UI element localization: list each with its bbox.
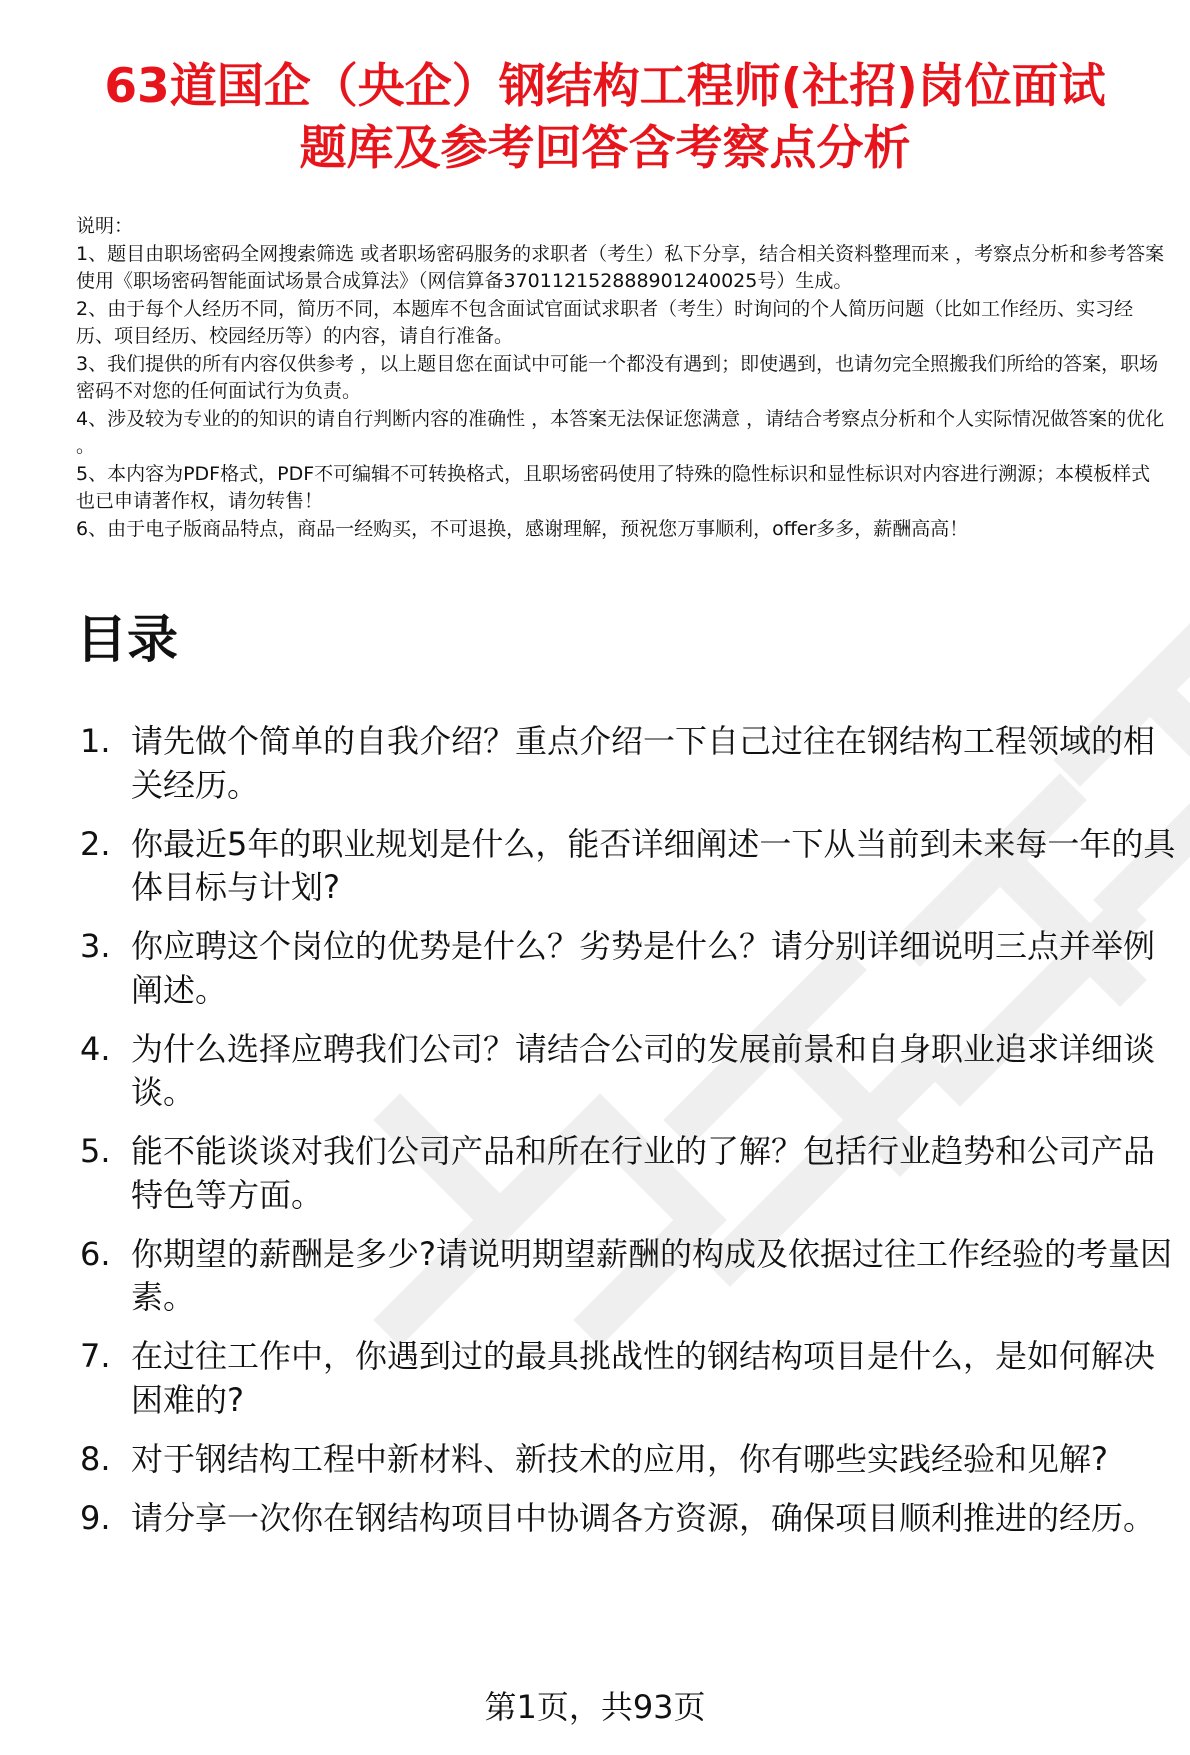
note-item: 6、由于电子版商品特点，商品一经购买，不可退换，感谢理解，预祝您万事顺利，offer多多，薪酬高高！	[76, 517, 969, 540]
note-item: 1、题目由职场密码全网搜索筛选 或者职场密码服务的求职者（考生）私下分享，结合相关资料整理而来 ，考察点分析和参考答案使用《职场密码智能面试场景合成算法》（网信算备370112152888901240025号）生成。	[76, 242, 1165, 292]
page-footer: 第1页，共93页	[484, 1688, 706, 1726]
toc-item[interactable]	[76, 1438, 1176, 1482]
toc-item-text: 为什么选择应聘我们公司？请结合公司的发展前景和自身职业追求详细谈谈。	[131, 1029, 1156, 1111]
toc-item[interactable]	[76, 823, 1176, 910]
document-title	[40, 56, 1170, 180]
toc-item-text: 你期望的薪酬是多少?请说明期望薪酬的构成及依据过往工作经验的考量因素。	[131, 1234, 1172, 1316]
toc-item-text: 请先做个简单的自我介绍？重点介绍一下自己过往在钢结构工程领域的相关经历。	[131, 722, 1156, 804]
toc-heading: 目录	[76, 611, 179, 670]
toc-item-number: 7.	[80, 1337, 111, 1375]
toc-item[interactable]	[76, 925, 1176, 1012]
toc-item[interactable]	[76, 1497, 1176, 1541]
disclaimer-notes	[76, 213, 1166, 543]
title-line-2: 题库及参考回答含考察点分析	[299, 121, 911, 176]
toc-item[interactable]	[76, 1335, 1176, 1422]
note-item: 5、本内容为PDF格式，PDF不可编辑不可转换格式，且职场密码使用了特殊的隐性标识和显性标识对内容进行溯源；本模板样式也已申请著作权，请勿转售！	[76, 462, 1151, 512]
note-item: 2、由于每个人经历不同，简历不同，本题库不包含面试官面试求职者（考生）时询问的个人简历问题（比如工作经历、实习经历、项目经历、校园经历等）的内容，请自行准备。	[76, 297, 1134, 347]
toc-item-number: 2.	[80, 824, 111, 863]
toc-item[interactable]	[76, 1028, 1176, 1115]
toc-item[interactable]	[76, 1130, 1176, 1217]
toc-item-text: 请分享一次你在钢结构项目中协调各方资源，确保项目顺利推进的经历。	[131, 1498, 1156, 1537]
note-item: 3、我们提供的所有内容仅供参考 ，以上题目您在面试中可能一个都没有遇到；即使遇到，也请勿完全照搬我们所给的答案，职场密码不对您的任何面试行为负责。	[76, 352, 1159, 402]
toc-item-number: 9.	[80, 1498, 111, 1537]
table-of-contents	[76, 720, 1176, 1556]
toc-item-number: 1.	[80, 722, 111, 760]
note-item: 4、涉及较为专业的的知识的请自行判断内容的准确性 ，本答案无法保证您满意 ，请结合考察点分析和个人实际情况做答案的优化 。	[76, 407, 1165, 457]
toc-item[interactable]	[76, 1233, 1176, 1320]
toc-item-text: 在过往工作中，你遇到过的最具挑战性的钢结构项目是什么，是如何解决困难的?	[131, 1337, 1156, 1419]
toc-item-number: 4.	[80, 1029, 111, 1068]
toc-item-text: 对于钢结构工程中新材料、新技术的应用，你有哪些实践经验和见解?	[131, 1439, 1108, 1478]
toc-item-number: 6.	[80, 1234, 111, 1273]
toc-item[interactable]	[76, 720, 1176, 807]
title-line-1: 63道国企（央企）钢结构工程师(社招)岗位面试	[104, 59, 1106, 114]
toc-item-number: 5.	[80, 1132, 111, 1170]
toc-item-text: 能不能谈谈对我们公司产品和所在行业的了解？包括行业趋势和公司产品特色等方面。	[131, 1132, 1156, 1214]
toc-item-text: 你应聘这个岗位的优势是什么？劣势是什么？请分别详细说明三点并举例阐述。	[131, 927, 1156, 1009]
toc-item-text: 你最近5年的职业规划是什么，能否详细阐述一下从当前到未来每一年的具体目标与计划?	[131, 824, 1176, 906]
toc-item-number: 3.	[80, 927, 111, 965]
notes-label: 说明：	[76, 215, 134, 237]
toc-item-number: 8.	[80, 1439, 111, 1478]
